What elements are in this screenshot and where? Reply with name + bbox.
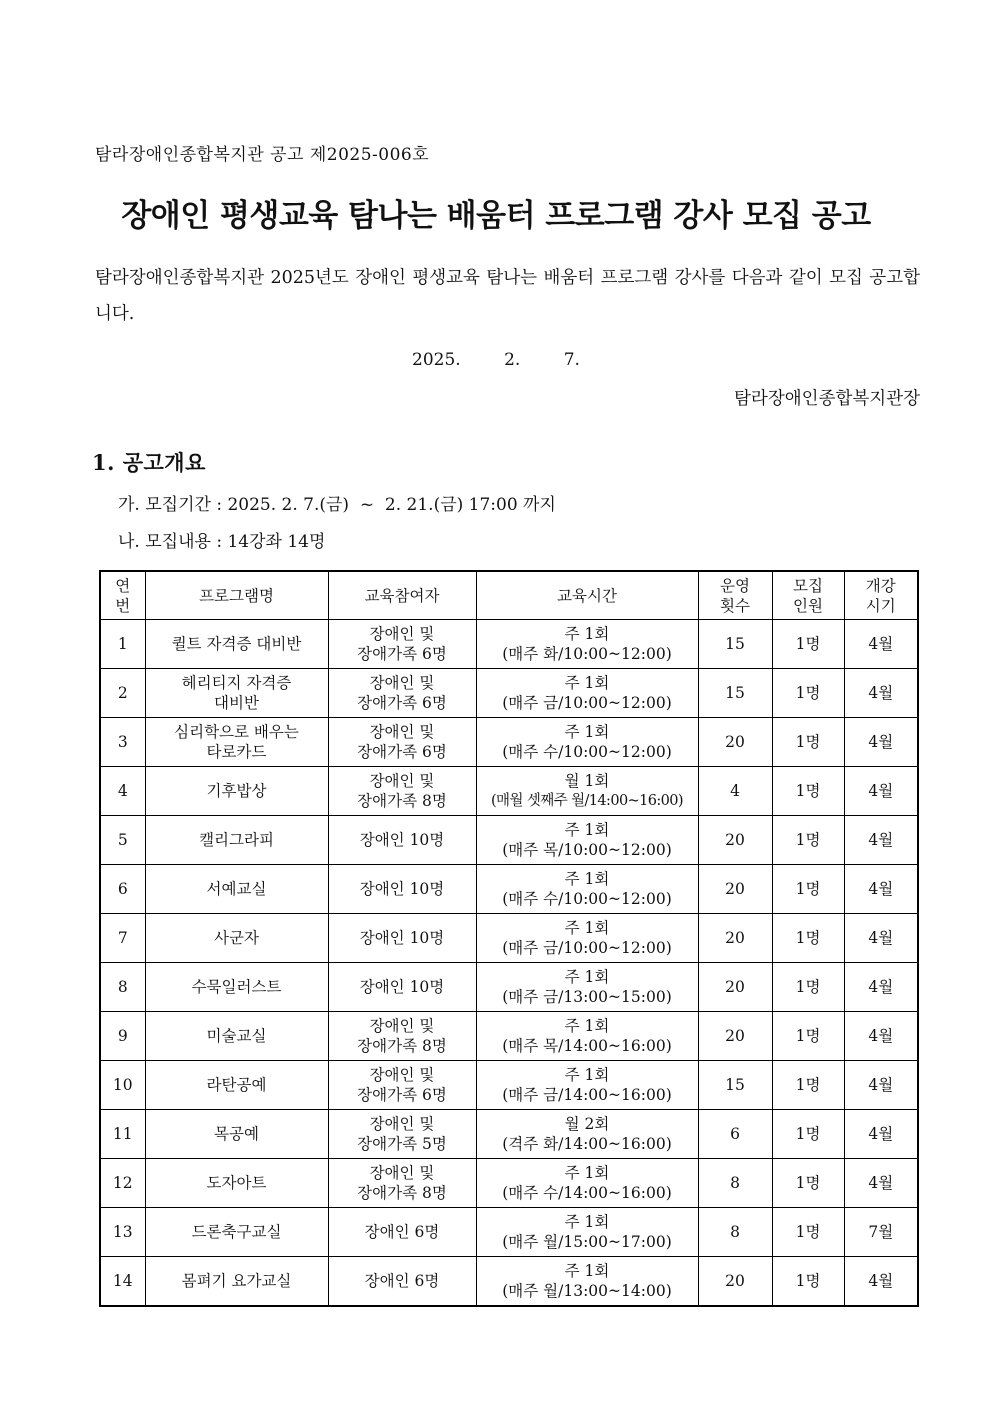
cell-program-name: 드론축구교실 <box>145 1208 328 1257</box>
cell-ops: 20 <box>698 718 772 767</box>
header-ops: 운영 횟수 <box>698 571 772 620</box>
cell-open: 7월 <box>844 1208 918 1257</box>
cell-recruit: 1명 <box>772 963 844 1012</box>
cell-ops: 15 <box>698 669 772 718</box>
table-header-row <box>100 571 918 620</box>
cell-participants: 장애인 10명 <box>328 816 476 865</box>
cell-ops: 20 <box>698 963 772 1012</box>
header-open: 개강 시기 <box>844 571 918 620</box>
cell-program-name: 심리학으로 배우는 타로카드 <box>145 718 328 767</box>
table-row <box>100 1257 918 1307</box>
header-participants: 교육참여자 <box>328 571 476 620</box>
cell-no: 7 <box>100 914 145 963</box>
organization-signature: 탐라장애인종합복지관장 <box>734 389 920 409</box>
header-name: 프로그램명 <box>145 571 328 620</box>
cell-recruit: 1명 <box>772 1208 844 1257</box>
table-row <box>100 767 918 816</box>
cell-participants: 장애인 및 장애가족 5명 <box>328 1110 476 1159</box>
notice-number: 탐라장애인종합복지관 공고 제2025-006호 <box>95 145 430 165</box>
header-recruit: 모집 인원 <box>772 571 844 620</box>
table-row <box>100 1208 918 1257</box>
cell-participants: 장애인 및 장애가족 6명 <box>328 669 476 718</box>
header-no: 연 번 <box>100 571 145 620</box>
cell-recruit: 1명 <box>772 1257 844 1307</box>
cell-program-name: 몸펴기 요가교실 <box>145 1257 328 1307</box>
cell-time: 월 2회 (격주 화/14:00~16:00) <box>476 1110 698 1159</box>
cell-program-name: 캘리그라피 <box>145 816 328 865</box>
table-row <box>100 1159 918 1208</box>
cell-time: 주 1회 (매주 금/10:00~12:00) <box>476 669 698 718</box>
table-row <box>100 669 918 718</box>
cell-time: 주 1회 (매주 목/14:00~16:00) <box>476 1012 698 1061</box>
cell-ops: 20 <box>698 816 772 865</box>
cell-program-name: 도자아트 <box>145 1159 328 1208</box>
cell-program-name: 수묵일러스트 <box>145 963 328 1012</box>
cell-ops: 8 <box>698 1159 772 1208</box>
cell-participants: 장애인 및 장애가족 8명 <box>328 1159 476 1208</box>
cell-program-name: 서예교실 <box>145 865 328 914</box>
table-row <box>100 1012 918 1061</box>
cell-recruit: 1명 <box>772 1110 844 1159</box>
section-title: 1. 공고개요 <box>92 450 206 475</box>
cell-open: 4월 <box>844 1012 918 1061</box>
cell-no: 9 <box>100 1012 145 1061</box>
table-row <box>100 1110 918 1159</box>
cell-ops: 8 <box>698 1208 772 1257</box>
cell-open: 4월 <box>844 1257 918 1307</box>
cell-no: 13 <box>100 1208 145 1257</box>
cell-program-name: 목공예 <box>145 1110 328 1159</box>
table-row <box>100 865 918 914</box>
cell-participants: 장애인 및 장애가족 8명 <box>328 767 476 816</box>
cell-program-name: 사군자 <box>145 914 328 963</box>
cell-time: 주 1회 (매주 월/13:00~14:00) <box>476 1257 698 1307</box>
cell-open: 4월 <box>844 865 918 914</box>
cell-recruit: 1명 <box>772 669 844 718</box>
cell-participants: 장애인 6명 <box>328 1257 476 1307</box>
cell-time: 주 1회 (매주 수/14:00~16:00) <box>476 1159 698 1208</box>
cell-program-name: 라탄공예 <box>145 1061 328 1110</box>
cell-open: 4월 <box>844 767 918 816</box>
table-row <box>100 914 918 963</box>
cell-program-name: 헤리티지 자격증 대비반 <box>145 669 328 718</box>
cell-time: 월 1회 (매월 셋째주 월/14:00~16:00) <box>476 767 698 816</box>
cell-open: 4월 <box>844 963 918 1012</box>
cell-time: 주 1회 (매주 월/15:00~17:00) <box>476 1208 698 1257</box>
page-title: 장애인 평생교육 탐나는 배움터 프로그램 강사 모집 공고 <box>121 198 871 234</box>
cell-open: 4월 <box>844 718 918 767</box>
cell-recruit: 1명 <box>772 865 844 914</box>
cell-time: 주 1회 (매주 금/14:00~16:00) <box>476 1061 698 1110</box>
cell-recruit: 1명 <box>772 767 844 816</box>
table-row <box>100 963 918 1012</box>
cell-participants: 장애인 6명 <box>328 1208 476 1257</box>
cell-open: 4월 <box>844 1110 918 1159</box>
cell-no: 4 <box>100 767 145 816</box>
cell-recruit: 1명 <box>772 1061 844 1110</box>
cell-ops: 15 <box>698 620 772 669</box>
cell-participants: 장애인 10명 <box>328 865 476 914</box>
cell-time: 주 1회 (매주 목/10:00~12:00) <box>476 816 698 865</box>
cell-recruit: 1명 <box>772 816 844 865</box>
cell-time: 주 1회 (매주 화/10:00~12:00) <box>476 620 698 669</box>
cell-participants: 장애인 및 장애가족 8명 <box>328 1012 476 1061</box>
cell-participants: 장애인 10명 <box>328 963 476 1012</box>
cell-program-name: 퀼트 자격증 대비반 <box>145 620 328 669</box>
cell-recruit: 1명 <box>772 1012 844 1061</box>
program-table <box>99 570 919 1307</box>
cell-no: 14 <box>100 1257 145 1307</box>
cell-time: 주 1회 (매주 금/10:00~12:00) <box>476 914 698 963</box>
cell-time: 주 1회 (매주 수/10:00~12:00) <box>476 865 698 914</box>
table-row <box>100 816 918 865</box>
cell-participants: 장애인 10명 <box>328 914 476 963</box>
cell-no: 6 <box>100 865 145 914</box>
cell-no: 3 <box>100 718 145 767</box>
cell-participants: 장애인 및 장애가족 6명 <box>328 1061 476 1110</box>
cell-open: 4월 <box>844 816 918 865</box>
cell-recruit: 1명 <box>772 1159 844 1208</box>
cell-ops: 4 <box>698 767 772 816</box>
cell-no: 11 <box>100 1110 145 1159</box>
cell-time: 주 1회 (매주 금/13:00~15:00) <box>476 963 698 1012</box>
cell-no: 5 <box>100 816 145 865</box>
cell-open: 4월 <box>844 620 918 669</box>
cell-no: 10 <box>100 1061 145 1110</box>
cell-no: 2 <box>100 669 145 718</box>
cell-no: 1 <box>100 620 145 669</box>
cell-open: 4월 <box>844 669 918 718</box>
cell-ops: 20 <box>698 865 772 914</box>
cell-ops: 20 <box>698 914 772 963</box>
cell-participants: 장애인 및 장애가족 6명 <box>328 620 476 669</box>
cell-no: 8 <box>100 963 145 1012</box>
cell-open: 4월 <box>844 914 918 963</box>
cell-program-name: 미술교실 <box>145 1012 328 1061</box>
cell-time: 주 1회 (매주 수/10:00~12:00) <box>476 718 698 767</box>
table-row <box>100 718 918 767</box>
cell-participants: 장애인 및 장애가족 6명 <box>328 718 476 767</box>
cell-ops: 20 <box>698 1257 772 1307</box>
cell-ops: 20 <box>698 1012 772 1061</box>
header-time: 교육시간 <box>476 571 698 620</box>
announcement-date: 2025. 2. 7. <box>412 350 580 370</box>
recruitment-period: 가. 모집기간 : 2025. 2. 7.(금) ~ 2. 21.(금) 17:00 까지 <box>118 495 556 515</box>
cell-open: 4월 <box>844 1159 918 1208</box>
cell-program-name: 기후밥상 <box>145 767 328 816</box>
cell-recruit: 1명 <box>772 718 844 767</box>
table-row <box>100 620 918 669</box>
recruitment-content: 나. 모집내용 : 14강좌 14명 <box>118 532 326 552</box>
cell-ops: 15 <box>698 1061 772 1110</box>
table-row <box>100 1061 918 1110</box>
cell-open: 4월 <box>844 1061 918 1110</box>
cell-no: 12 <box>100 1159 145 1208</box>
intro-paragraph: 탐라장애인종합복지관 2025년도 장애인 평생교육 탐나는 배움터 프로그램 강사를 다음과 같이 모집 공고합니다. <box>95 268 920 324</box>
cell-recruit: 1명 <box>772 914 844 963</box>
cell-recruit: 1명 <box>772 620 844 669</box>
cell-ops: 6 <box>698 1110 772 1159</box>
